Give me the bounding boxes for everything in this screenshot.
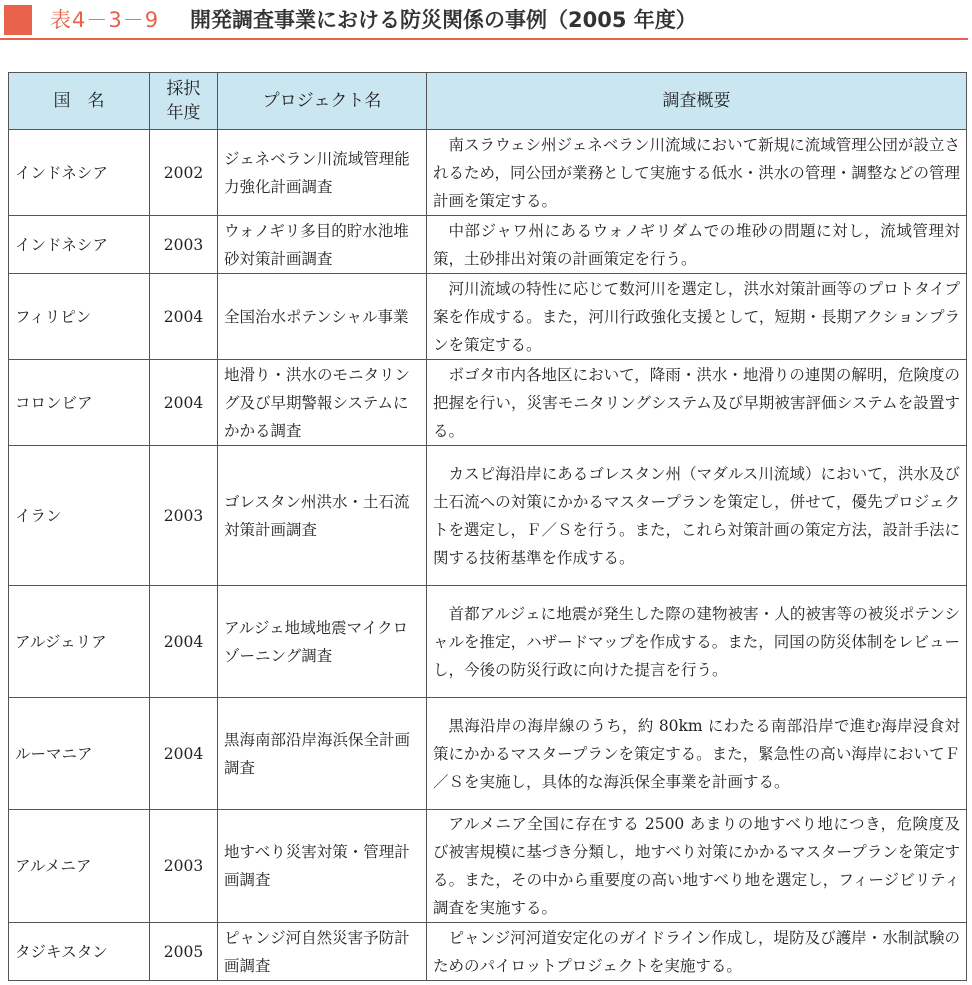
table-row — [9, 698, 967, 810]
header-year-line1: 採択 — [166, 79, 201, 99]
header-summary: 調査概要 — [427, 73, 967, 130]
country-cell: アルメニア — [9, 810, 150, 923]
summary-cell: 黒海沿岸の海岸線のうち，約 80km にわたる南部沿岸で進む海岸浸食対策にかかるマスタープランを策定する。また，緊急性の高い海岸においてＦ／Ｓを実施し，具体的な海浜保全事業を計画する。 — [427, 698, 967, 810]
table-row — [9, 274, 967, 360]
year-cell: 2005 — [150, 923, 218, 981]
title-rule — [0, 38, 968, 40]
year-cell: 2002 — [150, 130, 218, 216]
header-project: プロジェクト名 — [218, 73, 427, 130]
project-cell: ウォノギリ多目的貯水池堆砂対策計画調査 — [218, 216, 427, 274]
table-row — [9, 446, 967, 586]
table-title: 開発調査事業における防災関係の事例（2005 年度） — [190, 8, 697, 32]
header-country: 国 名 — [9, 73, 150, 130]
country-cell: イラン — [9, 446, 150, 586]
summary-cell: 首都アルジェに地震が発生した際の建物被害・人的被害等の被災ポテンシャルを推定，ハザードマップを作成する。また，同国の防災体制をレビューし，今後の防災行政に向けた提言を行う。 — [427, 586, 967, 698]
project-cell: アルジェ地域地震マイクロゾーニング調査 — [218, 586, 427, 698]
country-cell: インドネシア — [9, 216, 150, 274]
title-marker — [4, 5, 32, 35]
year-cell: 2003 — [150, 446, 218, 586]
project-cell: ジェネベラン川流域管理能力強化計画調査 — [218, 130, 427, 216]
title-bar — [0, 0, 972, 42]
year-cell: 2004 — [150, 698, 218, 810]
table-row — [9, 216, 967, 274]
summary-cell: ピャンジ河河道安定化のガイドライン作成し，堤防及び護岸・水制試験のためのパイロットプロジェクトを実施する。 — [427, 923, 967, 981]
cases-table — [8, 72, 967, 981]
year-cell: 2004 — [150, 274, 218, 360]
summary-cell: ボゴタ市内各地区において，降雨・洪水・地滑りの連関の解明，危険度の把握を行い，災害モニタリングシステム及び早期被害評価システムを設置する。 — [427, 360, 967, 446]
table-row — [9, 923, 967, 981]
country-cell: インドネシア — [9, 130, 150, 216]
country-cell: フィリピン — [9, 274, 150, 360]
project-cell: 黒海南部沿岸海浜保全計画調査 — [218, 698, 427, 810]
summary-cell: 中部ジャワ州にあるウォノギリダムでの堆砂の問題に対し，流域管理対策，土砂排出対策の計画策定を行う。 — [427, 216, 967, 274]
header-year-line2: 年度 — [166, 103, 201, 123]
project-cell: 全国治水ポテンシャル事業 — [218, 274, 427, 360]
country-cell: アルジェリア — [9, 586, 150, 698]
summary-cell: カスピ海沿岸にあるゴレスタン州（マダルス川流域）において，洪水及び土石流への対策にかかるマスタープランを策定し，併せて，優先プロジェクトを選定し，Ｆ／Ｓを行う。また，これら対策計画の策定方法，設計手法に関する技術基準を作成する。 — [427, 446, 967, 586]
summary-cell: 南スラウェシ州ジェネベラン川流域において新規に流域管理公団が設立されるため，同公団が業務として実施する低水・洪水の管理・調整などの管理計画を策定する。 — [427, 130, 967, 216]
table-row — [9, 586, 967, 698]
year-cell: 2003 — [150, 216, 218, 274]
country-cell: タジキスタン — [9, 923, 150, 981]
project-cell: 地滑り・洪水のモニタリング及び早期警報システムにかかる調査 — [218, 360, 427, 446]
project-cell: ピャンジ河自然災害予防計画調査 — [218, 923, 427, 981]
table-row — [9, 360, 967, 446]
summary-cell: 河川流域の特性に応じて数河川を選定し，洪水対策計画等のプロトタイプ案を作成する。また，河川行政強化支援として，短期・長期アクションプランを策定する。 — [427, 274, 967, 360]
project-cell: 地すべり災害対策・管理計画調査 — [218, 810, 427, 923]
country-cell: ルーマニア — [9, 698, 150, 810]
table-row — [9, 130, 967, 216]
header-row — [9, 73, 967, 130]
table-number: 表4－3－9 — [50, 8, 160, 32]
year-cell: 2003 — [150, 810, 218, 923]
year-cell: 2004 — [150, 360, 218, 446]
summary-cell: アルメニア全国に存在する 2500 あまりの地すべり地につき，危険度及び被害規模に基づき分類し，地すべり対策にかかるマスタープランを策定する。また，その中から重要度の高い地すべり地を選定し，フィージビリティ調査を実施する。 — [427, 810, 967, 923]
year-cell: 2004 — [150, 586, 218, 698]
project-cell: ゴレスタン州洪水・土石流対策計画調査 — [218, 446, 427, 586]
country-cell: コロンビア — [9, 360, 150, 446]
table-row — [9, 810, 967, 923]
header-year — [150, 73, 218, 130]
